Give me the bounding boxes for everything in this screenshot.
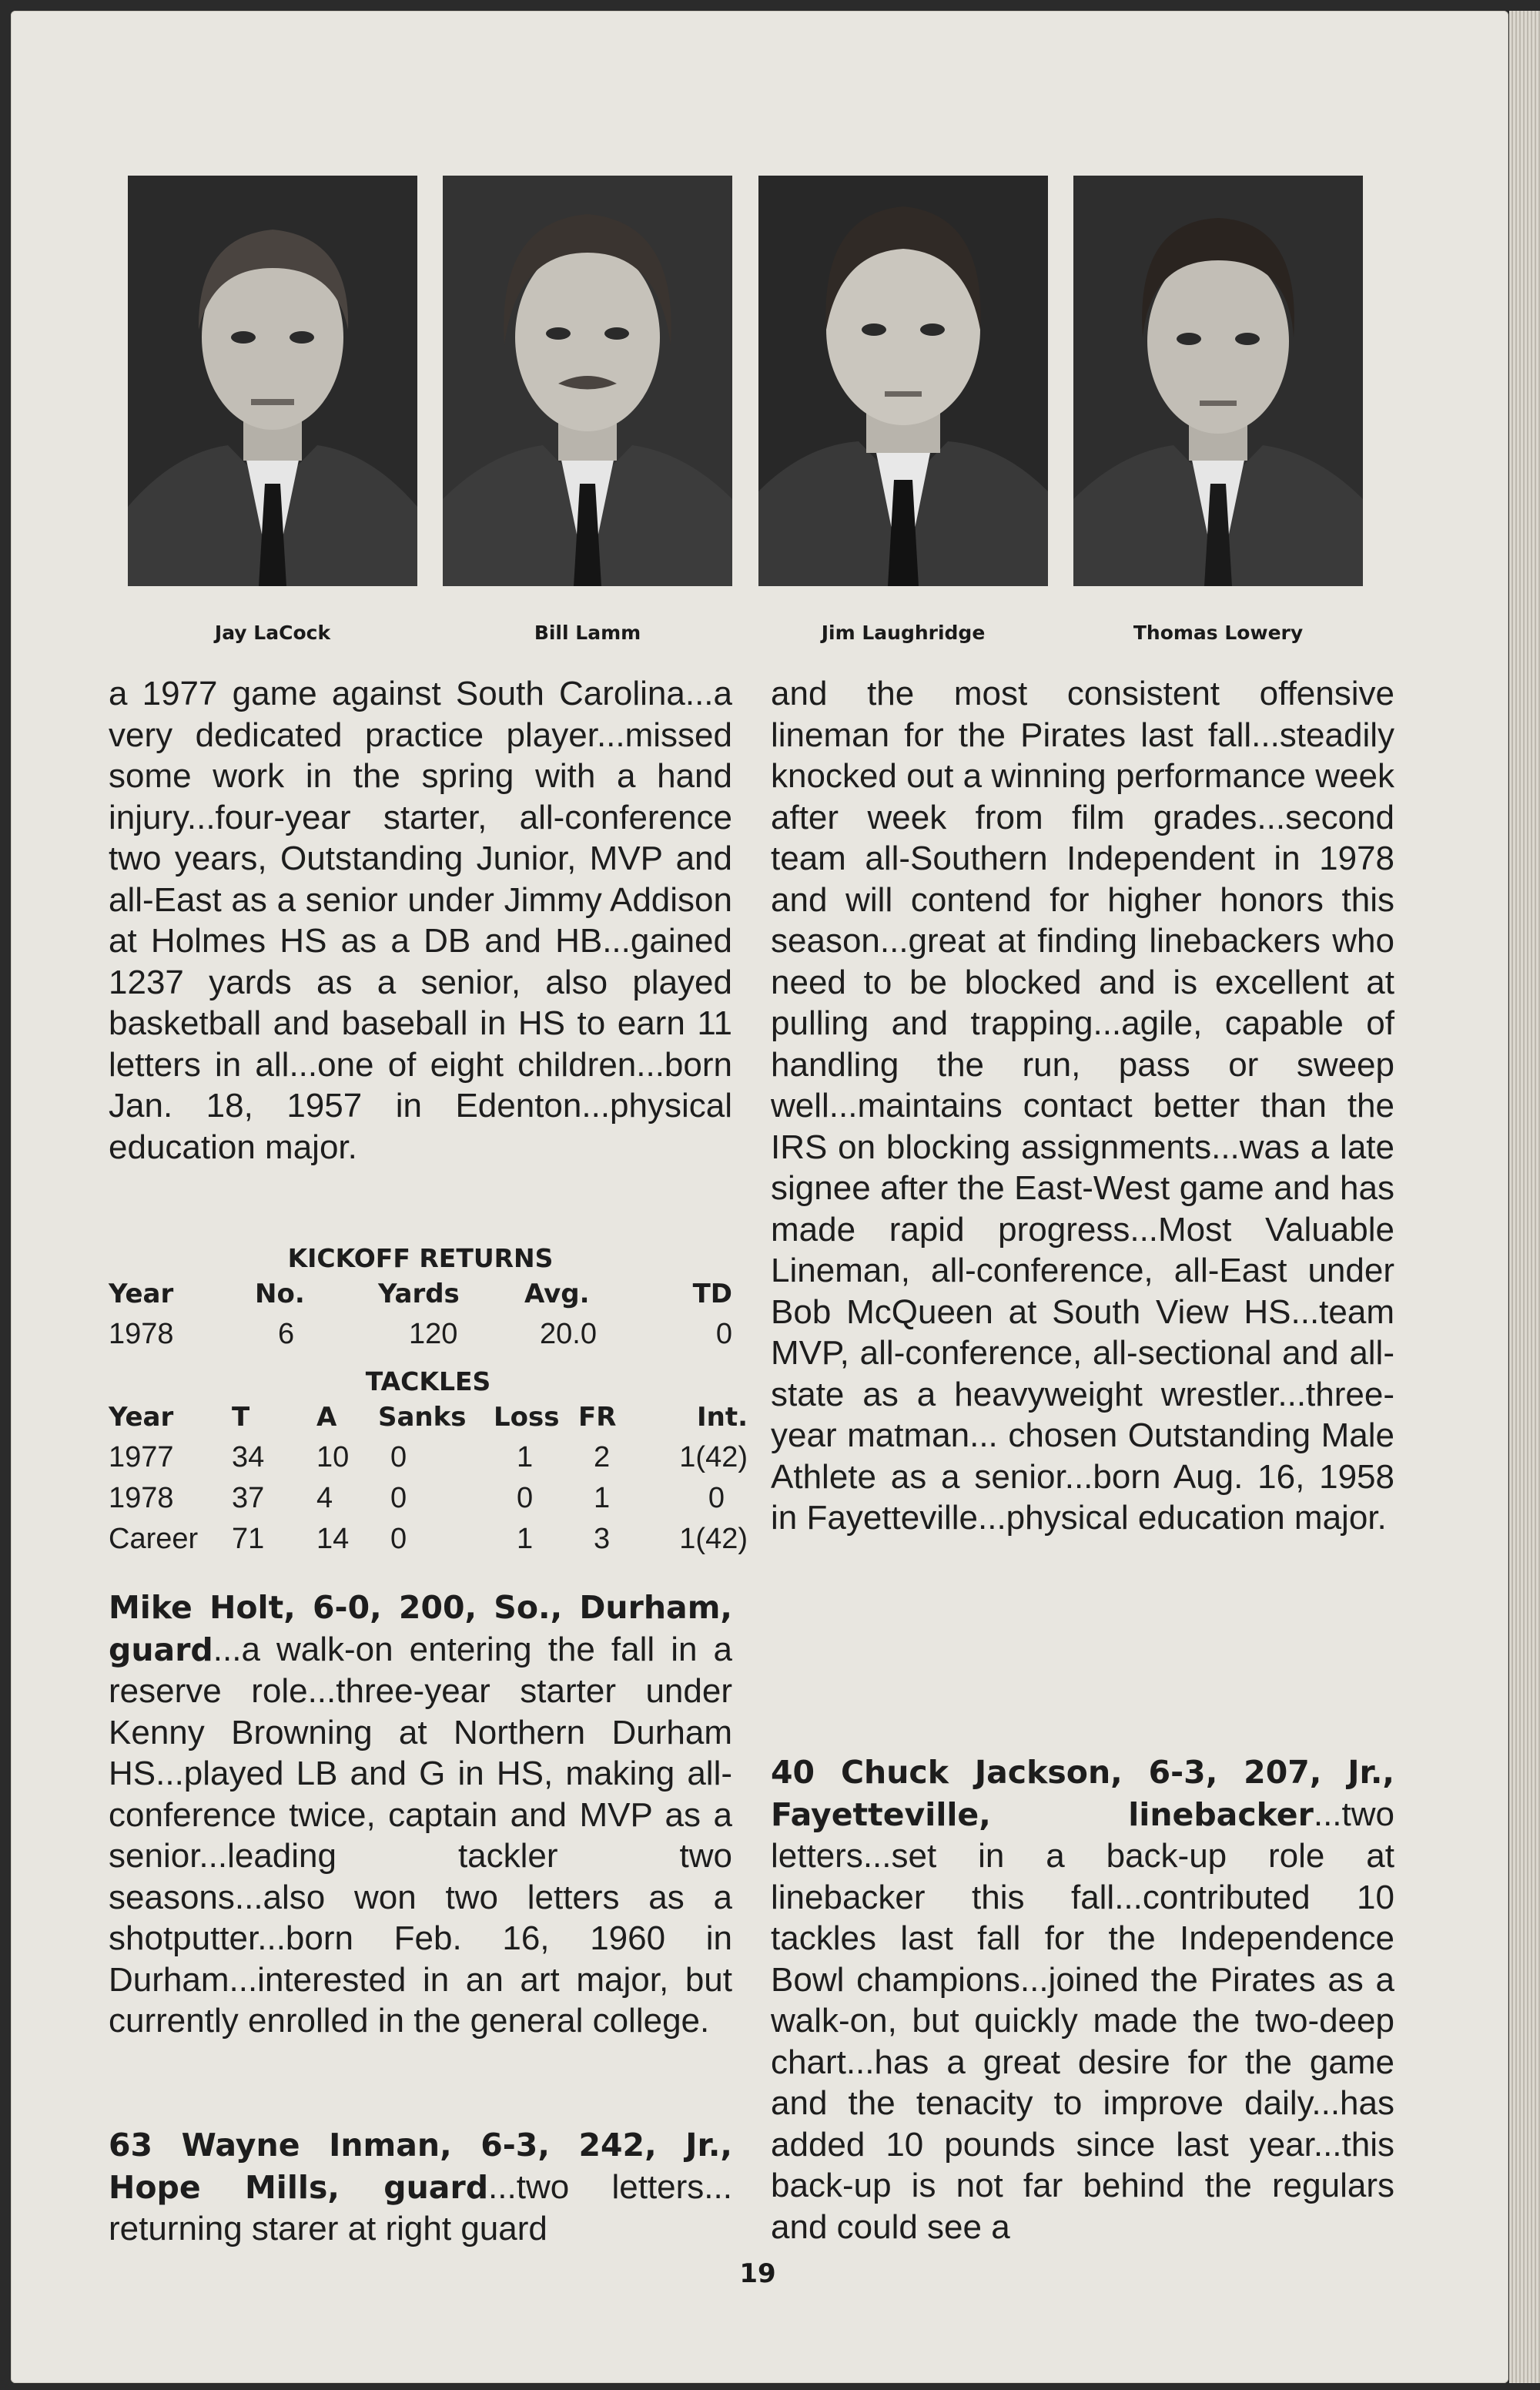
player-photo [128,176,417,586]
page-edge [1509,11,1540,2383]
portrait-icon [128,176,417,586]
table-cell: 6 [278,1318,295,1350]
portrait-icon [758,176,1048,586]
jackson-bio [771,1751,1394,2248]
table-cell: Career [109,1523,199,1555]
bio-text: ...two letters...set in a back-up role at linebacker this fall...contributed 10 tackles last fall for the Independence Bowl champions...joined the Pirates as a walk-on, but quickly made the two-deep chart...has a great desire for the game and the tenacity to improve daily...has added 10 pounds since last year...this back-up is not far behind the regulars and could see a [771,1795,1394,2246]
bio-paragraph [109,1587,732,2042]
column-header: FR [578,1401,617,1433]
photo-caption: Jay LaCock [214,622,331,644]
table-cell: 0 [715,1318,732,1350]
table-cell: 1(42) [679,1441,748,1473]
column-header: Yards [378,1278,460,1309]
table-cell: 71 [232,1523,265,1555]
column-header: T [232,1401,250,1433]
player-heading: 63 Wayne Inman, 6-3, 242, Jr., Hope Mills, guard [109,2127,732,2206]
right-column-intro [771,673,1394,1539]
table-cell: 1(42) [679,1523,748,1555]
table-header-row [109,1273,732,1314]
player-photo [758,176,1048,586]
table-cell: 4 [316,1482,333,1514]
kickoff-returns-title: KICKOFF RETURNS [287,1243,554,1273]
bio-paragraph: a 1977 game against South Carolina...a very dedicated practice player...missed some work in the spring with a hand injury...four-year starter, all-conference two years, Outstanding Junior, MVP and all-East as a senior under Jimmy Addison at Holmes HS as a DB and HB...gained 1237 yards as a senior, also played basketball and baseball in HS to earn 11 letters in all...one of eight children...born Jan. 18, 1957 in Edenton...physical education major. [109,675,732,1166]
column-header: Int. [696,1401,748,1433]
column-header: Loss [494,1401,560,1433]
table-cell: 1978 [109,1318,174,1350]
table-row [109,1437,748,1478]
player-heading: 40 Chuck Jackson, 6-3, 207, Jr., Fayetteville, linebacker [771,1754,1394,1833]
table-cell: 10 [316,1441,350,1473]
holt-bio [109,1587,732,2042]
bio-text: ...two letters... returning starer at right guard [109,2167,732,2248]
table-cell: 0 [390,1441,407,1473]
photo-caption: Thomas Lowery [1133,622,1304,644]
page-number: 19 [739,2258,776,2289]
tackles-title: TACKLES [365,1366,491,1396]
table-cell: 0 [708,1482,725,1514]
table-cell: 0 [390,1523,407,1555]
table-cell: 14 [316,1523,350,1555]
table-header-row [109,1396,748,1437]
column-header: No. [255,1278,305,1309]
player-heading: Mike Holt, 6-0, 200, So., Durham, guard [109,1589,732,1668]
portrait-icon [1073,176,1363,586]
player-photo [443,176,732,586]
table-cell: 20.0 [540,1318,597,1350]
photo-caption: Jim Laughridge [821,622,986,644]
table-cell: 0 [517,1482,534,1514]
table-cell: 3 [594,1523,611,1555]
column-header: Avg. [524,1278,590,1309]
column-header: Year [109,1401,174,1433]
inman-bio [109,2124,732,2250]
column-header: A [316,1401,337,1433]
table-row [109,1519,748,1560]
bio-paragraph: and the most consistent offensive lineman for the Pirates last fall...steadily knocked out a winning performance week after week from film grades...second team all-Southern Independent in 1978 and will contend for higher honors this season...great at finding linebackers who need to be blocked and is excellent at pulling and trapping...agile, capable of handling the run, pass or sweep well...maintains contact better than the IRS on blocking assignments...was a late signee after the East-West game and has made rapid progress...Most Valuable Lineman, all-conference, all-East under Bob McQueen at South View HS...team MVP, all-conference, all-sectional and all-state as a heavyweight wrestler...three-year matman... chosen Outstanding Male Athlete as a senior...born Aug. 16, 1958 in Fayetteville...physical education major. [771,675,1394,1537]
table-cell: 1978 [109,1482,174,1514]
table-row [109,1314,732,1355]
column-header: TD [692,1278,732,1309]
kickoff-returns-table [109,1243,732,1355]
photo-caption: Bill Lamm [534,622,641,644]
bio-paragraph [109,2124,732,2250]
table-cell: 120 [409,1318,458,1350]
bio-text: ...a walk-on entering the fall in a reserve role...three-year starter under Kenny Browning at Northern Durham HS...played LB and G in HS, making all-conference twice, captain and MVP as a senior...leading tackler two seasons...also won two letters as a shotputter...born Feb. 16, 1960 in Durham...interested in an art major, but currently enrolled in the general college. [109,1630,732,2040]
column-header: Year [109,1278,174,1309]
table-cell: 2 [594,1441,611,1473]
table-cell: 34 [232,1441,265,1473]
bio-paragraph [771,1751,1394,2248]
table-cell: 1 [594,1482,611,1514]
program-page [11,11,1508,2383]
table-cell: 0 [390,1482,407,1514]
table-cell: 37 [232,1482,265,1514]
table-cell: 1977 [109,1441,174,1473]
table-cell: 1 [517,1523,534,1555]
table-row [109,1478,748,1519]
left-column-intro [109,673,732,1168]
player-photo [1073,176,1363,586]
tackles-table [109,1366,748,1560]
portrait-icon [443,176,732,586]
table-cell: 1 [517,1441,534,1473]
column-header: Sanks [378,1401,467,1433]
